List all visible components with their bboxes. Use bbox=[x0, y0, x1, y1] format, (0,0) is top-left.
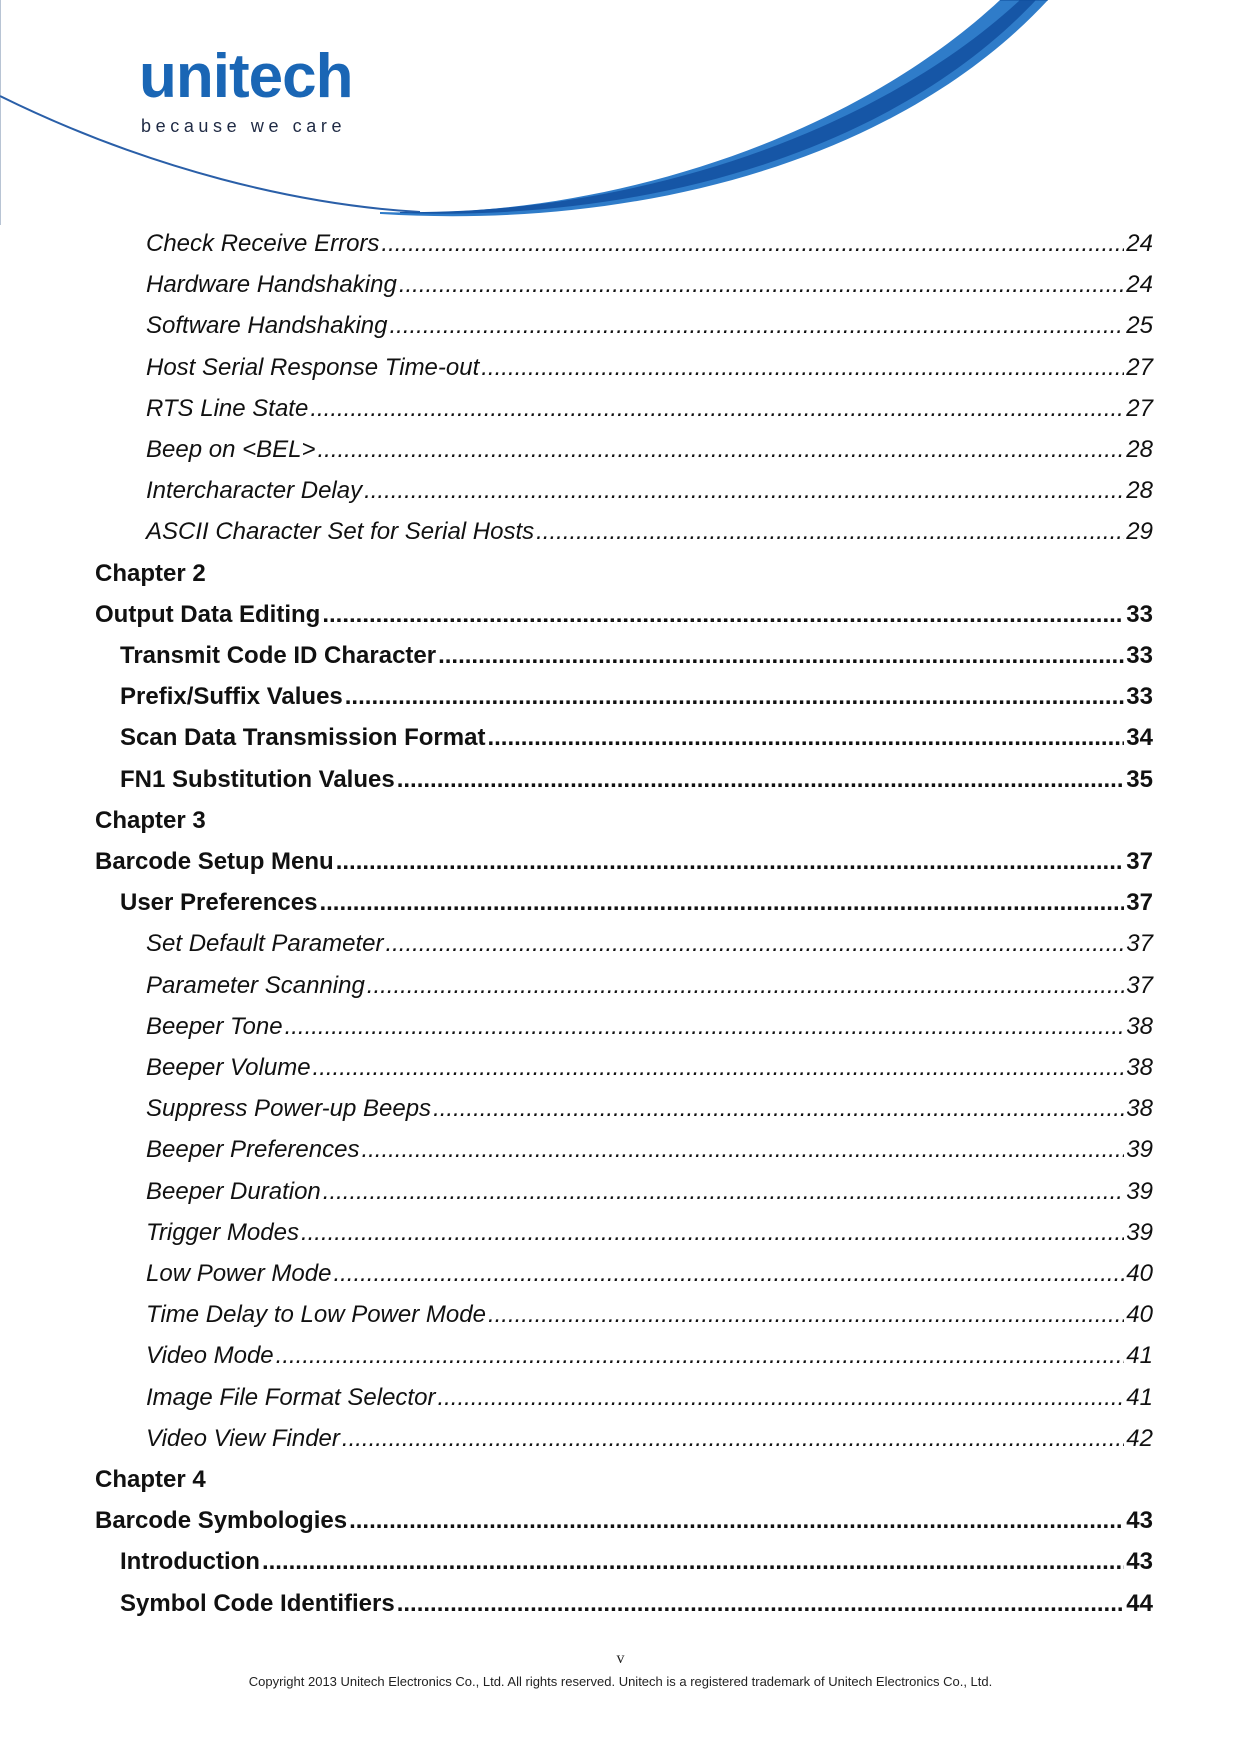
toc-entry-title: Beeper Preferences bbox=[146, 1136, 360, 1163]
toc-entry[interactable] bbox=[146, 477, 1153, 509]
page-number: v bbox=[616, 1650, 625, 1667]
toc-entry-page: 27 bbox=[1126, 354, 1153, 381]
toc-entry-title: Time Delay to Low Power Mode bbox=[146, 1301, 486, 1328]
toc-entry-page: 41 bbox=[1126, 1384, 1153, 1411]
toc-entry-page: 33 bbox=[1126, 601, 1153, 628]
toc-entry-title: Beep on <BEL> bbox=[146, 436, 316, 463]
toc-entry[interactable] bbox=[146, 1260, 1153, 1292]
toc-entry-page: 33 bbox=[1126, 642, 1153, 669]
toc-entry[interactable] bbox=[146, 1219, 1153, 1251]
brand-logo: unitech bbox=[139, 42, 353, 111]
toc-dot-leader bbox=[285, 1013, 1125, 1041]
toc-entry-page: 24 bbox=[1126, 271, 1153, 298]
toc-entry-title: Low Power Mode bbox=[146, 1260, 332, 1287]
toc-entry-title: User Preferences bbox=[120, 889, 318, 916]
toc-dot-leader bbox=[438, 642, 1124, 670]
toc-entry-title: Host Serial Response Time-out bbox=[146, 354, 480, 381]
toc-entry-page: 40 bbox=[1126, 1301, 1153, 1328]
toc-dot-leader bbox=[301, 1219, 1124, 1247]
toc-dot-leader bbox=[536, 518, 1124, 546]
toc-dot-leader bbox=[488, 1301, 1124, 1329]
toc-entry-title: Hardware Handshaking bbox=[146, 271, 397, 298]
toc-entry-title: Intercharacter Delay bbox=[146, 477, 363, 504]
toc-entry[interactable] bbox=[120, 1590, 1153, 1622]
toc-entry[interactable] bbox=[120, 766, 1153, 798]
toc-entry-title: Trigger Modes bbox=[146, 1219, 299, 1246]
toc-dot-leader bbox=[317, 436, 1124, 464]
toc-dot-leader bbox=[310, 395, 1124, 423]
toc-dot-leader bbox=[333, 1260, 1124, 1288]
brand-tagline: because we care bbox=[141, 116, 347, 136]
toc-entry-page: 25 bbox=[1126, 312, 1153, 339]
toc-entry[interactable] bbox=[146, 1178, 1153, 1210]
toc-dot-leader bbox=[397, 766, 1125, 794]
toc-entry[interactable] bbox=[95, 1507, 1153, 1539]
toc-entry[interactable] bbox=[146, 436, 1153, 468]
toc-entry-page: 37 bbox=[1126, 972, 1153, 999]
toc-entry[interactable] bbox=[95, 848, 1153, 880]
toc-entry-title: Parameter Scanning bbox=[146, 972, 365, 999]
toc-dot-leader bbox=[367, 972, 1125, 1000]
toc-entry-title: Video Mode bbox=[146, 1342, 274, 1369]
toc-entry[interactable] bbox=[146, 1054, 1153, 1086]
toc-entry[interactable] bbox=[146, 1136, 1153, 1168]
toc-dot-leader bbox=[487, 724, 1124, 752]
toc-dot-leader bbox=[399, 271, 1124, 299]
toc-entry-page: 43 bbox=[1126, 1548, 1153, 1575]
copyright-notice: Copyright 2013 Unitech Electronics Co., Ltd. All rights reserved. Unitech is a registered trademark of Unitech Electronics Co., Ltd. bbox=[248, 1674, 993, 1689]
toc-dot-leader bbox=[397, 1590, 1125, 1618]
toc-entry-title: Video View Finder bbox=[146, 1425, 340, 1452]
toc-entry[interactable] bbox=[146, 518, 1153, 550]
toc-entry-page: 43 bbox=[1126, 1507, 1153, 1534]
toc-entry-page: 27 bbox=[1126, 395, 1153, 422]
toc-entry-title: Prefix/Suffix Values bbox=[120, 683, 343, 710]
toc-dot-leader bbox=[437, 1384, 1124, 1412]
toc-entry-title: Transmit Code ID Character bbox=[120, 642, 437, 669]
toc-entry[interactable] bbox=[120, 683, 1153, 715]
toc-entry-page: 37 bbox=[1126, 848, 1153, 875]
toc-entry-page: 38 bbox=[1126, 1013, 1153, 1040]
toc-entry-title: Beeper Tone bbox=[146, 1013, 283, 1040]
toc-dot-leader bbox=[361, 1136, 1124, 1164]
toc-entry-page: 41 bbox=[1126, 1342, 1153, 1369]
toc-entry-page: 42 bbox=[1126, 1425, 1153, 1452]
toc-dot-leader bbox=[381, 230, 1124, 258]
toc-entry-page: 35 bbox=[1126, 766, 1153, 793]
toc-entry-page: 40 bbox=[1126, 1260, 1153, 1287]
toc-dot-leader bbox=[322, 601, 1124, 629]
toc-entry[interactable] bbox=[120, 1548, 1153, 1580]
toc-dot-leader bbox=[385, 930, 1124, 958]
toc-entry-page: 39 bbox=[1126, 1136, 1153, 1163]
toc-entry-page: 33 bbox=[1126, 683, 1153, 710]
toc-entry-title: FN1 Substitution Values bbox=[120, 766, 395, 793]
toc-entry-title: Scan Data Transmission Format bbox=[120, 724, 486, 751]
toc-dot-leader bbox=[349, 1507, 1124, 1535]
toc-entry[interactable] bbox=[120, 724, 1153, 756]
toc-entry-page: 37 bbox=[1126, 889, 1153, 916]
toc-entry-page: 39 bbox=[1126, 1219, 1153, 1246]
header-swoosh-graphic bbox=[0, 0, 1241, 230]
toc-dot-leader bbox=[262, 1548, 1124, 1576]
toc-entry[interactable] bbox=[146, 1425, 1153, 1457]
toc-entry-title: Check Receive Errors bbox=[146, 230, 380, 257]
toc-entry-title: Beeper Duration bbox=[146, 1178, 321, 1205]
toc-entry[interactable] bbox=[120, 642, 1153, 674]
page-header bbox=[0, 0, 1241, 230]
toc-entry-title: Barcode Symbologies bbox=[95, 1507, 348, 1534]
toc-entry-page: 34 bbox=[1126, 724, 1153, 751]
toc-dot-leader bbox=[323, 1178, 1125, 1206]
toc-entry[interactable] bbox=[146, 1013, 1153, 1045]
toc-entry-title: Introduction bbox=[120, 1548, 260, 1575]
toc-dot-leader bbox=[389, 312, 1124, 340]
toc-dot-leader bbox=[481, 354, 1124, 382]
toc-entry-page: 38 bbox=[1126, 1095, 1153, 1122]
toc-entry-title: Software Handshaking bbox=[146, 312, 388, 339]
toc-entry-page: 24 bbox=[1126, 230, 1153, 257]
toc-entry[interactable] bbox=[146, 395, 1153, 427]
toc-entry[interactable] bbox=[146, 312, 1153, 344]
toc-entry[interactable] bbox=[146, 1342, 1153, 1374]
toc-entry-title: Image File Format Selector bbox=[146, 1384, 436, 1411]
toc-chapter-label: Chapter 4 bbox=[95, 1466, 206, 1493]
toc-entry-page: 28 bbox=[1126, 436, 1153, 463]
toc-entry[interactable] bbox=[146, 972, 1153, 1004]
toc-entry[interactable] bbox=[146, 1384, 1153, 1416]
toc-dot-leader bbox=[433, 1095, 1124, 1123]
toc-entry-page: 39 bbox=[1126, 1178, 1153, 1205]
toc-entry-page: 29 bbox=[1126, 518, 1153, 545]
toc-entry-title: RTS Line State bbox=[146, 395, 309, 422]
toc-entry-title: Suppress Power-up Beeps bbox=[146, 1095, 432, 1122]
toc-chapter-label: Chapter 3 bbox=[95, 807, 206, 834]
toc-entry-title: Barcode Setup Menu bbox=[95, 848, 334, 875]
toc-dot-leader bbox=[313, 1054, 1125, 1082]
toc-entry[interactable] bbox=[146, 930, 1153, 962]
toc-entry[interactable] bbox=[146, 1301, 1153, 1333]
toc-entry-page: 37 bbox=[1126, 930, 1153, 957]
toc-chapter-label: Chapter 2 bbox=[95, 560, 206, 587]
toc-entry-title: Symbol Code Identifiers bbox=[120, 1590, 395, 1617]
toc-dot-leader bbox=[364, 477, 1124, 505]
toc-entry-title: Set Default Parameter bbox=[146, 930, 384, 957]
toc-entry-page: 28 bbox=[1126, 477, 1153, 504]
toc-entry[interactable] bbox=[146, 230, 1153, 262]
toc-entry[interactable] bbox=[146, 1095, 1153, 1127]
toc-dot-leader bbox=[342, 1425, 1124, 1453]
toc-entry-title: Beeper Volume bbox=[146, 1054, 311, 1081]
toc-entry[interactable] bbox=[120, 889, 1153, 921]
toc-dot-leader bbox=[319, 889, 1124, 917]
toc-entry-page: 44 bbox=[1126, 1590, 1153, 1617]
toc-dot-leader bbox=[345, 683, 1125, 711]
toc-dot-leader bbox=[336, 848, 1125, 876]
toc-entry[interactable] bbox=[146, 354, 1153, 386]
toc-entry[interactable] bbox=[95, 601, 1153, 633]
toc-dot-leader bbox=[276, 1342, 1125, 1370]
toc-entry-title: ASCII Character Set for Serial Hosts bbox=[146, 518, 535, 545]
toc-entry-title: Output Data Editing bbox=[95, 601, 321, 628]
toc-entry[interactable] bbox=[146, 271, 1153, 303]
toc-entry-page: 38 bbox=[1126, 1054, 1153, 1081]
